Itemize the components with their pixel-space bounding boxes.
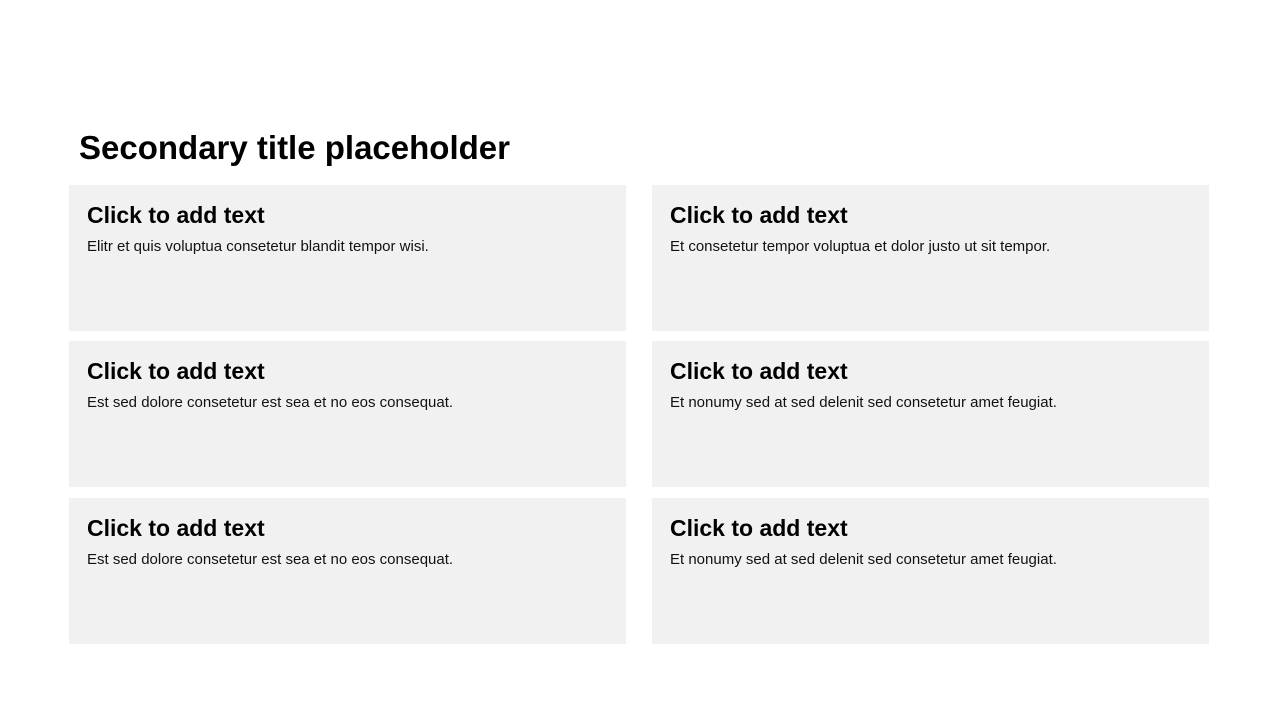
card-heading[interactable]: Click to add text — [87, 358, 265, 384]
text-card-5[interactable] — [69, 498, 626, 644]
text-card-6[interactable] — [652, 498, 1209, 644]
card-heading[interactable]: Click to add text — [87, 202, 265, 228]
card-body[interactable]: Et nonumy sed at sed delenit sed consetetur amet feugiat. — [670, 551, 1057, 568]
card-body[interactable]: Et consetetur tempor voluptua et dolor justo ut sit tempor. — [670, 238, 1051, 255]
card-body[interactable]: Et nonumy sed at sed delenit sed consetetur amet feugiat. — [670, 394, 1057, 411]
card-body[interactable]: Est sed dolore consetetur est sea et no eos consequat. — [87, 551, 454, 568]
card-body[interactable]: Est sed dolore consetetur est sea et no eos consequat. — [87, 394, 454, 411]
text-card-3[interactable] — [69, 341, 626, 487]
card-body[interactable]: Elitr et quis voluptua consetetur blandit tempor wisi. — [87, 238, 429, 255]
text-card-2[interactable] — [652, 185, 1209, 331]
card-heading[interactable]: Click to add text — [87, 515, 265, 541]
text-card-4[interactable] — [652, 341, 1209, 487]
card-heading[interactable]: Click to add text — [670, 358, 848, 384]
text-card-1[interactable] — [69, 185, 626, 331]
card-heading[interactable]: Click to add text — [670, 202, 848, 228]
card-heading[interactable]: Click to add text — [670, 515, 848, 541]
slide-title[interactable]: Secondary title placeholder — [79, 129, 510, 166]
